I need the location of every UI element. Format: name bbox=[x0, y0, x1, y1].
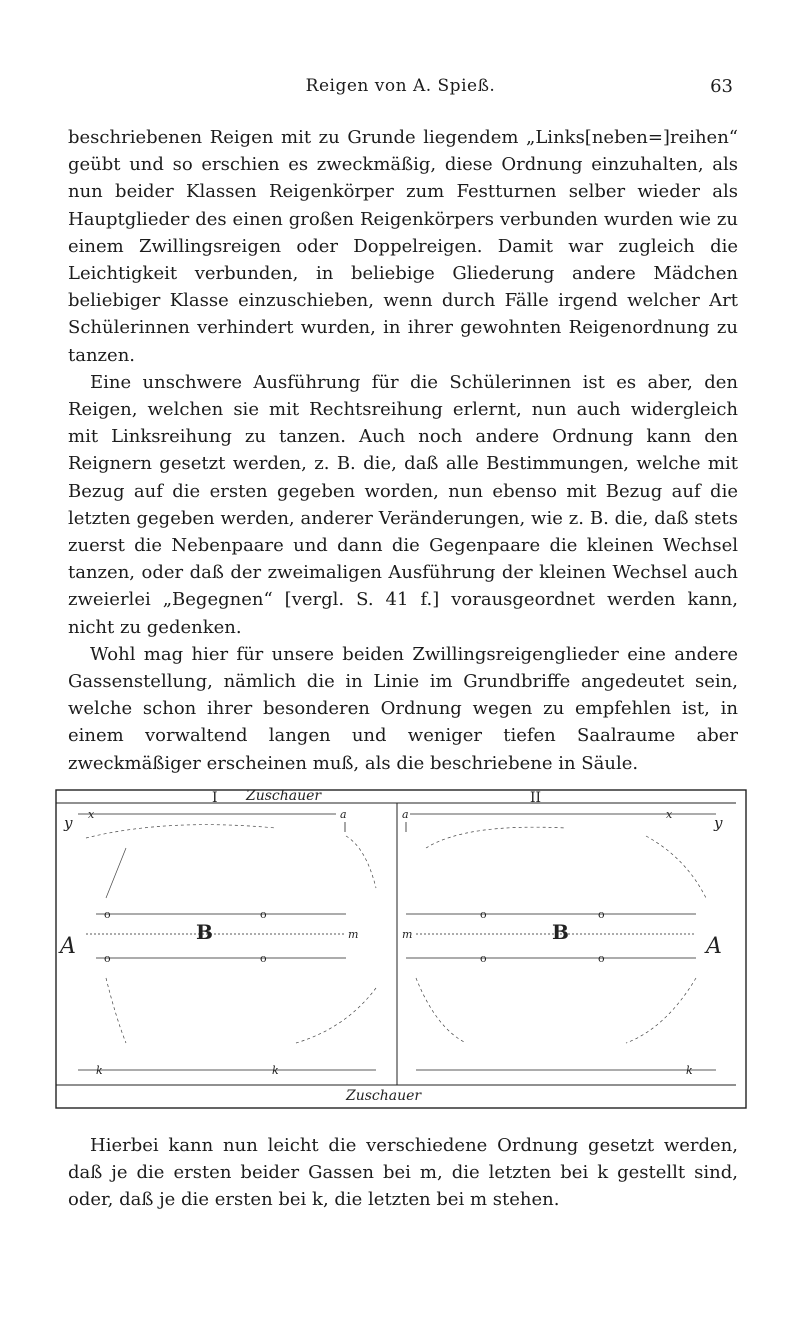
label-o: o bbox=[480, 952, 487, 965]
axis-label-x: x bbox=[88, 808, 95, 821]
label-o: o bbox=[598, 908, 605, 921]
paragraph: Hierbei kann nun leicht die verschiedene Ordnung gesetzt werden, daß je die ersten beider Gassen bei m, die letzten bei k gestellt sind, oder, daß je die ersten bei k, die letzten bei m stehen. bbox=[68, 1135, 738, 1211]
corner-label-y: y bbox=[714, 814, 723, 832]
axis-label-x: x bbox=[666, 808, 673, 821]
letter-left-group: B bbox=[196, 920, 213, 944]
side-left-label: A bbox=[60, 934, 76, 959]
label-a: a bbox=[402, 808, 409, 821]
letter-right-group: B bbox=[552, 920, 569, 944]
body-text bbox=[68, 124, 738, 777]
label-a: a bbox=[340, 808, 347, 821]
label-o: o bbox=[260, 952, 267, 965]
label-m: m bbox=[348, 928, 359, 941]
top-inscription: Zuschauer bbox=[246, 788, 322, 804]
paragraph: Eine unschwere Ausführung für die Schülerinnen ist es aber, den Reigen, welchen sie mit Rechtsreihung erlernt, nun auch widergleich mit Linksreihung zu tanzen. Auch noch andere Ordnung kann den Reignern gesetzt werden, z. B. die, daß alle Bestimmungen, welche mit Bezug auf die ersten gegeben worden, nun ebenso mit Bezug auf die letzten gegeben werden, anderer Veränderungen, wie z. B. die, daß stets zuerst die Nebenpaare und dann die Gegenpaare die kleinen Wechsel tanzen, oder daß der zweimaligen Ausführung der kleinen Wechsel auch zweierlei „Begegnen“ [vergl. S. 41 f.] vorausgeordnet werden kann, nicht zu gedenken. bbox=[68, 371, 738, 638]
bottom-inscription: Zuschauer bbox=[346, 1088, 422, 1104]
paragraph: Wohl mag hier für unsere beiden Zwillingsreigenglieder eine andere Gassenstellung, nämlich die in Linie im Grundbriffe angedeutet sein, welche schon ihrer besonderen Ordnung wegen zu empfehlen ist, in einem vorwaltend langen und weniger tiefen Saalraume aber zweckmäßiger erscheinen muß, als die beschriebene in Säule. bbox=[68, 643, 738, 774]
paragraph: beschriebenen Reigen mit zu Grunde liegendem „Links[neben=]reihen“ geübt und so erschien es zweckmäßig, diese Ordnung einzuhalten, als nun beider Klassen Reigenkörper zum Festturnen selber wieder als Hauptglieder des einen großen Reigenkörpers verbunden wurden wie zu einem Zwillingsreigen oder Doppelreigen. Damit war zugleich die Leichtigkeit verbunden, in beliebige Gliederung andere Mädchen beliebiger Klasse einzuschieben, wenn durch Fälle irgend welcher Art Schülerinnen verhindert wurden, in ihrer gewohnten Reigenordnung zu tanzen. bbox=[68, 127, 738, 366]
running-head: Reigen von A. Spieß. bbox=[305, 76, 496, 96]
label-o: o bbox=[480, 908, 487, 921]
diagram-frame bbox=[56, 790, 746, 1108]
label-k: k bbox=[96, 1064, 103, 1077]
page-header bbox=[0, 76, 801, 106]
page-number: 63 bbox=[710, 76, 733, 97]
corner-label-y: y bbox=[64, 814, 73, 832]
label-o: o bbox=[598, 952, 605, 965]
formation-diagram bbox=[46, 788, 752, 1120]
label-k: k bbox=[272, 1064, 279, 1077]
roman-right: II bbox=[530, 790, 542, 806]
roman-left: I bbox=[212, 790, 218, 806]
label-o: o bbox=[104, 908, 111, 921]
caption-text bbox=[68, 1132, 738, 1214]
label-m: m bbox=[402, 928, 413, 941]
label-o: o bbox=[104, 952, 111, 965]
label-k: k bbox=[686, 1064, 693, 1077]
label-o: o bbox=[260, 908, 267, 921]
side-right-label: A bbox=[706, 934, 722, 959]
